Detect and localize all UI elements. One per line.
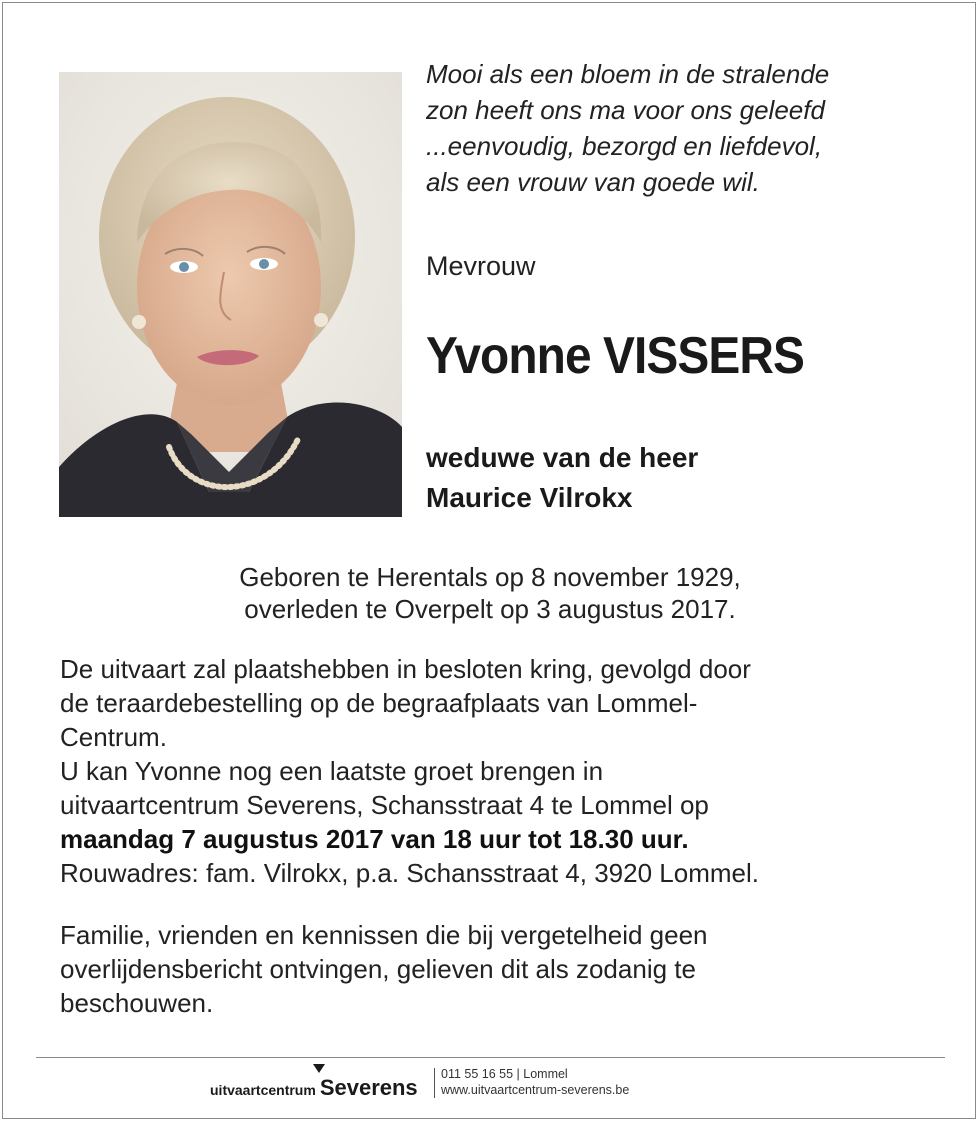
notice-line: Familie, vrienden en kennissen die bij vergetelheid geen [60,920,708,950]
visitation-time: maandag 7 augustus 2017 van 18 uur tot 18.30 uur. [60,824,689,854]
funeral-line: de teraardebestelling op de begraafplaats van Lommel- [60,688,698,718]
poem [426,56,956,200]
funeral-line: Centrum. [60,722,167,752]
poem-line: als een vrouw van goede wil. [426,167,760,197]
phone-location: 011 55 16 55 | Lommel [441,1067,568,1081]
death-line: overleden te Overpelt op 3 augustus 2017. [244,594,736,624]
footer-contact [441,1066,629,1098]
mourning-address: Rouwadres: fam. Vilrokx, p.a. Schansstraat 4, 3920 Lommel. [60,858,759,888]
triangle-marker-icon [313,1064,325,1073]
spouse-name: Maurice Vilrokx [426,482,633,513]
website-link[interactable]: www.uitvaartcentrum-severens.be [441,1083,630,1097]
spouse-line: weduwe van de heer [426,442,699,473]
birth-line: Geboren te Herentals op 8 november 1929, [239,562,741,592]
poem-line: ...eenvoudig, bezorgd en liefdevol, [426,131,823,161]
birth-death-dates [0,561,980,625]
spouse-info [426,438,698,518]
footer-separator [434,1068,435,1098]
funeral-home-logo [210,1075,418,1101]
brand-name: Severens [319,1075,418,1100]
funeral-line: U kan Yvonne nog een laatste groet brengen in [60,756,604,786]
family-notice [60,918,940,1020]
footer-divider [36,1057,945,1058]
poem-line: Mooi als een bloem in de stralende [426,59,830,89]
deceased-name: Yvonne VISSERS [426,327,804,385]
portrait-photo [59,72,402,517]
notice-line: beschouwen. [60,988,214,1018]
honorific: Mevrouw [426,251,536,281]
poem-line: zon heeft ons ma voor ons geleefd [426,95,825,125]
notice-line: overlijdensbericht ontvingen, gelieven dit als zodanig te [60,954,696,984]
funeral-line: uitvaartcentrum Severens, Schansstraat 4 te Lommel op [60,790,709,820]
funeral-line: De uitvaart zal plaatshebben in besloten kring, gevolgd door [60,654,751,684]
brand-prefix: uitvaartcentrum [210,1082,316,1098]
funeral-details [60,652,940,890]
